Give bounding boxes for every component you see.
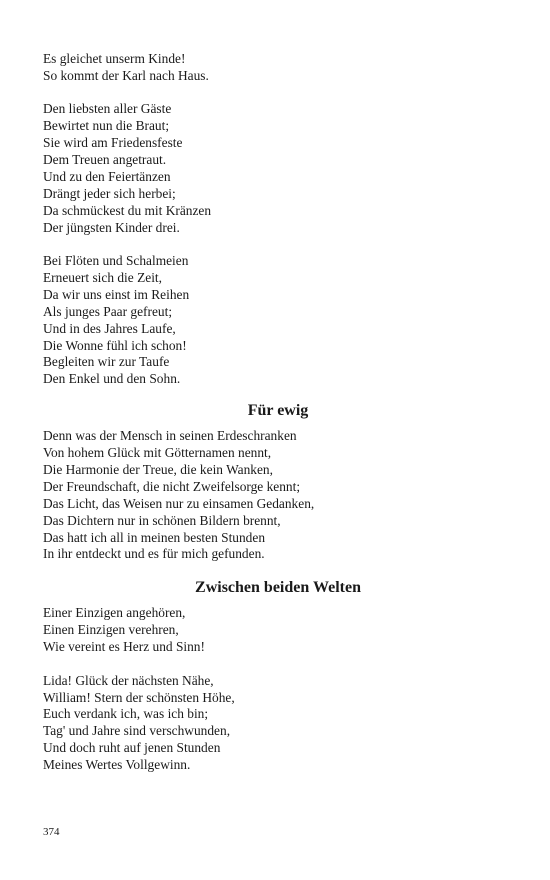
verse-line: Die Wonne fühl ich schon! (43, 337, 187, 353)
verse-line: Dem Treuen angetraut. (43, 152, 167, 168)
stanza-fuer-ewig (43, 428, 513, 563)
verse-line: Sie wird am Friedensfeste (43, 135, 183, 151)
verse-line: Einer Einzigen angehören, (43, 605, 186, 621)
page-body (43, 51, 513, 774)
verse-line: Der jüngsten Kinder drei. (43, 219, 180, 235)
verse-line: Wie vereint es Herz und Sinn! (43, 639, 205, 655)
verse-line: Meines Wertes Vollgewinn. (43, 757, 191, 773)
verse-line: Einen Einzigen verehren, (43, 622, 179, 638)
verse-line: Die Harmonie der Treue, die kein Wanken, (43, 462, 273, 477)
verse-line: William! Stern der schönsten Höhe, (43, 689, 235, 705)
verse-line: Den liebsten aller Gäste (43, 101, 172, 117)
verse-line: So kommt der Karl nach Haus. (43, 67, 209, 83)
verse-line: Das Licht, das Weisen nur zu einsamen Gedanken, (43, 495, 315, 511)
verse-line: Es gleichet unserm Kinde! (43, 51, 186, 66)
poem-title-fuer-ewig: Für ewig (247, 402, 309, 420)
verse-line: Bewirtet nun die Braut; (43, 118, 170, 134)
stanza-3 (43, 253, 513, 388)
verse-line: Da schmückest du mit Kränzen (43, 202, 212, 218)
verse-line: Denn was der Mensch in seinen Erdeschranken (43, 428, 297, 444)
stanza-welten-2 (43, 673, 513, 774)
verse-line: Euch verdank ich, was ich bin; (43, 706, 209, 722)
page-number: 374 (43, 826, 60, 838)
stanza-gap (43, 656, 513, 673)
stanza-gap (43, 237, 513, 254)
verse-line: Und zu den Feiertänzen (43, 168, 171, 184)
verse-line: Von hohem Glück mit Götternamen nennt, (43, 445, 272, 461)
verse-line: Das hatt ich all in meinen besten Stunden (43, 529, 266, 545)
stanza-welten-1 (43, 605, 513, 656)
verse-line: Den Enkel und den Sohn. (43, 371, 181, 387)
verse-line: Tag' und Jahre sind verschwunden, (43, 723, 231, 739)
verse-line: Und in des Jahres Laufe, (43, 320, 176, 336)
verse-line: Bei Flöten und Schalmeien (43, 253, 189, 269)
verse-line: Erneuert sich die Zeit, (43, 269, 162, 285)
verse-line: Das Dichtern nur in schönen Bildern brennt, (43, 512, 281, 528)
verse-line: Als junges Paar gefreut; (43, 303, 173, 319)
verse-line: Begleiten wir zur Taufe (43, 354, 170, 370)
verse-line: Drängt jeder sich herbei; (43, 185, 176, 201)
stanza-gap (43, 85, 513, 102)
verse-line: In ihr entdeckt und es für mich gefunden. (43, 546, 265, 562)
verse-line: Lida! Glück der nächsten Nähe, (43, 672, 214, 688)
verse-line: Und doch ruht auf jenen Stunden (43, 740, 221, 756)
poem-title-zwischen-beiden-welten: Zwischen beiden Welten (195, 579, 361, 597)
verse-line: Da wir uns einst im Reihen (43, 286, 190, 302)
verse-line: Der Freundschaft, die nicht Zweifelsorge kennt; (43, 478, 301, 494)
stanza-1 (43, 51, 513, 85)
stanza-2 (43, 101, 513, 236)
